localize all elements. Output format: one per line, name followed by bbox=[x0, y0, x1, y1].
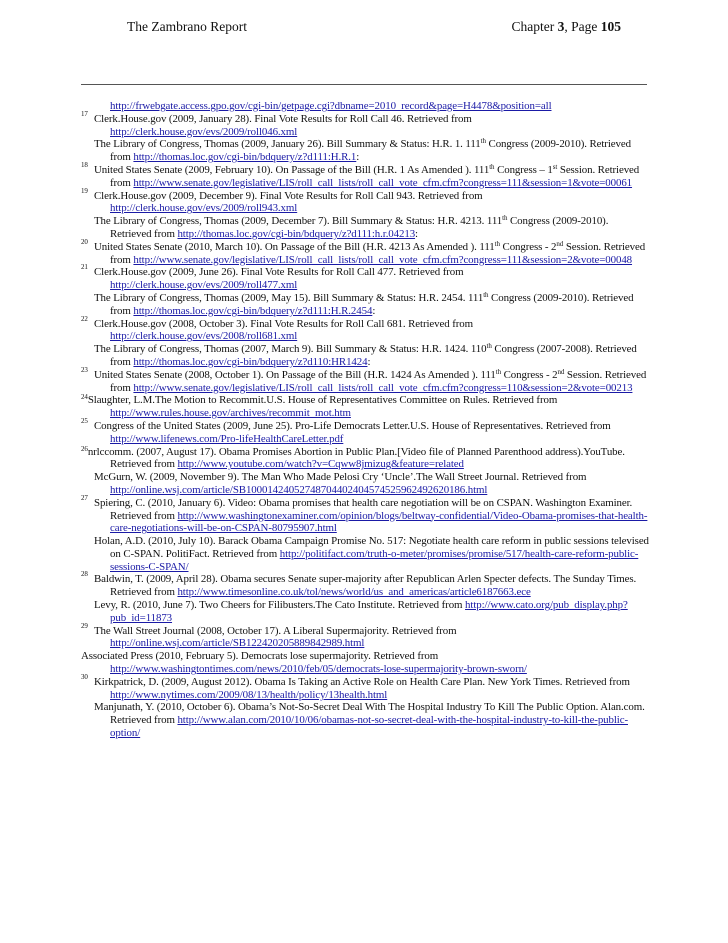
page-prefix: , Page bbox=[564, 19, 601, 34]
ordinal-suffix: th bbox=[486, 342, 492, 351]
header-rule bbox=[81, 84, 647, 85]
ordinal-suffix: nd bbox=[557, 367, 565, 376]
citation-text: Congress (2009-2010). Retrieved from bbox=[110, 291, 634, 317]
citation-text: Clerk.House.gov (2009, June 26). Final Vote Results for Roll Call 477. Retrieved from bbox=[94, 266, 464, 279]
citation-text: The Library of Congress, Thomas (2009, May 15). Bill Summary & Status: H.R. 2454. 111 bbox=[94, 291, 484, 304]
citation-text: Congress – 1 bbox=[494, 163, 553, 176]
footnote-entry bbox=[81, 570, 649, 599]
citation-text: Congress (2007-2008). Retrieved from bbox=[110, 343, 637, 368]
footnote-number: 18 bbox=[81, 160, 88, 169]
reference-link[interactable]: http://clerk.house.gov/evs/2009/roll046.xml bbox=[110, 125, 298, 138]
citation-text: Spiering, C. (2010, January 6). Video: Obama promises that health care negotiation will be on CSPAN. Washington Examiner. Retrieved from bbox=[94, 496, 633, 522]
citation-text: Session. Retrieved from bbox=[110, 163, 640, 189]
ordinal-suffix: th bbox=[494, 239, 500, 248]
reference-entry bbox=[81, 215, 649, 241]
citation-text: : bbox=[415, 227, 418, 240]
footnote-entry bbox=[81, 237, 649, 267]
footnote-entry bbox=[81, 416, 649, 446]
citation-text: The Library of Congress, Thomas (2009, December 7). Bill Summary & Status: H.R. 4213. 111 bbox=[94, 215, 503, 228]
reference-link[interactable]: http://politifact.com/truth-o-meter/promises/promise/517/health-care-reform-public-sessions-C-SPAN/ bbox=[110, 547, 639, 573]
citation-text: Congress - 2 bbox=[501, 368, 558, 381]
footnote-number: 26 bbox=[81, 444, 88, 453]
reference-entry bbox=[81, 650, 649, 676]
reference-entry bbox=[81, 343, 649, 369]
reference-link[interactable]: http://thomas.loc.gov/cgi-bin/bdquery/z?d111:h.r.04213 bbox=[177, 227, 416, 240]
footnote-number: 29 bbox=[81, 621, 88, 630]
reference-link[interactable]: http://www.lifenews.com/Pro-lifeHealthCareLetter.pdf bbox=[110, 432, 344, 445]
reference-link[interactable]: http://www.washingtontimes.com/news/2010/feb/05/democrats-lose-supermajority-brown-sworn/ bbox=[110, 663, 527, 676]
chapter-prefix: Chapter bbox=[511, 19, 558, 34]
report-title: The Zambrano Report bbox=[127, 19, 247, 34]
footnote-entry bbox=[81, 263, 649, 292]
citation-text: : bbox=[367, 355, 371, 368]
footnote-number: 22 bbox=[81, 314, 88, 323]
chapter-page-label bbox=[512, 19, 622, 35]
reference-entry bbox=[81, 701, 649, 739]
citation-text: Baldwin, T. (2009, April 28). Obama secures Senate super-majority after Republican Arlen Specter defects. The Sunday Times. Retrieved from bbox=[94, 573, 637, 599]
citation-text: : bbox=[356, 151, 360, 164]
ordinal-suffix: th bbox=[502, 214, 508, 223]
reference-link[interactable]: http://www.timesonline.co.uk/tol/news/world/us_and_americas/article6187663.ece bbox=[177, 586, 531, 599]
citation-text: Congress - 2 bbox=[499, 240, 557, 253]
reference-entry bbox=[81, 138, 649, 164]
footnote-number: 25 bbox=[81, 416, 88, 425]
reference-link[interactable]: http://www.nytimes.com/2009/08/13/health/policy/13health.html bbox=[110, 688, 388, 701]
footnote-number: 27 bbox=[81, 493, 88, 502]
footnote-entry bbox=[81, 109, 649, 139]
footnote-number: 17 bbox=[81, 109, 88, 118]
reference-list bbox=[81, 100, 649, 740]
citation-text: nrlccomm. (2007, August 17). Obama Promises Abortion in Public Plan.[Video file of Planned Parenthood address).YouTube. Retrieved from bbox=[87, 445, 625, 471]
citation-text: Clerk.House.gov (2009, December 9). Final Vote Results for Roll Call 943. Retrieved from bbox=[94, 189, 483, 202]
citation-text: Clerk.House.gov (2009, January 28). Final Vote Results for Roll Call 46. Retrieved from bbox=[94, 112, 472, 125]
footnote-number: 20 bbox=[81, 237, 88, 246]
footnote-number: 28 bbox=[81, 570, 88, 579]
citation-text: United States Senate (2010, March 10). On Passage of the Bill (H.R. 4213 As Amended ). 111 bbox=[94, 240, 495, 253]
reference-entry bbox=[81, 599, 649, 625]
citation-text: Clerk.House.gov (2008, October 3). Final Vote Results for Roll Call 681. Retrieved from bbox=[94, 317, 473, 330]
reference-link[interactable]: http://thomas.loc.gov/cgi-bin/bdquery/z?d110:HR1424 bbox=[133, 355, 368, 368]
reference-link[interactable]: http://www.youtube.com/watch?v=Cqww8jmizug&feature=related bbox=[177, 458, 464, 471]
footnote-entry bbox=[81, 394, 649, 420]
citation-text: McGurn, W. (2009, November 9). The Man Who Made Pelosi Cry ‘Uncle’.The Wall Street Journal. Retrieved from bbox=[94, 471, 587, 484]
citation-text: The Library of Congress, Thomas (2009, January 26). Bill Summary & Status: H.R. 1. 111 bbox=[94, 138, 481, 151]
citation-text: Manjunath, Y. (2010, October 6). Obama’s Not-So-Secret Deal With The Hospital Industry To Kill The Public Option. Alan.com. Retrieved from bbox=[94, 701, 645, 727]
reference-link[interactable]: http://clerk.house.gov/evs/2008/roll681.xml bbox=[110, 330, 298, 343]
citation-text: Kirkpatrick, D. (2009, August 2012). Obama Is Taking an Active Role on Health Care Plan. New York Times. Retrieved from bbox=[94, 675, 630, 688]
citation-text: Levy, R. (2010, June 7). Two Cheers for Filibusters.The Cato Institute. Retrieved from bbox=[94, 599, 466, 612]
chapter-number: 3 bbox=[557, 19, 565, 34]
citation-text: United States Senate (2009, February 10). On Passage of the Bill (H.R. 1 As Amended ). 111 bbox=[94, 163, 490, 176]
reference-link[interactable]: http://thomas.loc.gov/cgi-bin/bdquery/z?d111:H.R.1 bbox=[133, 151, 357, 164]
footnote-number: 24 bbox=[81, 393, 88, 402]
citation-text: Congress of the United States (2009, June 25). Pro-Life Democrats Letter.U.S. House of Representatives. Retrieved from bbox=[94, 419, 611, 432]
citation-text: Session. Retrieved from bbox=[110, 240, 646, 266]
footnote-entry bbox=[81, 493, 649, 535]
reference-link[interactable]: http://www.cato.org/pub_display.php?pub_id=11873 bbox=[110, 599, 628, 624]
footnote-entry bbox=[81, 314, 649, 344]
reference-link[interactable]: http://www.senate.gov/legislative/LIS/roll_call_lists/roll_call_vote_cfm.cfm?congress=110&session=2&vote=00213 bbox=[133, 381, 633, 394]
citation-text: The Wall Street Journal (2008, October 17). A Liberal Supermajority. Retrieved from bbox=[94, 624, 457, 637]
citation-text: Slaughter, L.M.The Motion to Recommit.U.S. House of Representatives Committee on Rules. Retrieved from bbox=[87, 394, 558, 407]
ordinal-suffix: nd bbox=[556, 239, 564, 248]
footnote-entry bbox=[81, 446, 649, 472]
footnote-entry bbox=[81, 672, 649, 702]
reference-link[interactable]: http://online.wsj.com/article/SB122420205889842989.html bbox=[110, 637, 365, 650]
footnote-entry bbox=[81, 186, 649, 216]
citation-text: : bbox=[372, 304, 376, 317]
citation-text: United States Senate (2008, October 1). On Passage of the Bill (H.R. 1424 As Amended ). 111 bbox=[94, 368, 496, 381]
ordinal-suffix: th bbox=[489, 162, 495, 171]
reference-link[interactable]: http://www.alan.com/2010/10/06/obamas-not-so-secret-deal-with-the-hospital-industry-to-kill-the-public-option/ bbox=[110, 714, 628, 740]
reference-link[interactable]: http://www.senate.gov/legislative/LIS/roll_call_lists/roll_call_vote_cfm.cfm?congress=111&session=2&vote=00048 bbox=[133, 253, 633, 266]
footnote-number: 30 bbox=[81, 672, 88, 681]
reference-link[interactable]: http://www.rules.house.gov/archives/recommit_mot.htm bbox=[110, 407, 351, 420]
footnote-entry bbox=[81, 621, 649, 651]
ordinal-suffix: th bbox=[480, 137, 486, 146]
reference-entry bbox=[81, 535, 649, 573]
ordinal-suffix: th bbox=[483, 290, 489, 299]
footnote-number: 23 bbox=[81, 365, 88, 374]
citation-text: Associated Press (2010, February 5). Democrats lose supermajority. Retrieved from bbox=[81, 650, 439, 663]
reference-entry bbox=[81, 100, 649, 113]
reference-entry bbox=[81, 292, 649, 318]
citation-text: Congress (2009-2010). Retrieved from bbox=[110, 138, 631, 164]
ordinal-suffix: th bbox=[495, 367, 502, 376]
footnote-entry bbox=[81, 365, 649, 395]
reference-link[interactable]: http://frwebgate.access.gpo.gov/cgi-bin/getpage.cgi?dbname=2010_record&page=H4478&position=all bbox=[110, 100, 552, 112]
footnote-number: 21 bbox=[81, 263, 88, 272]
citation-text: Session. Retrieved from bbox=[110, 368, 647, 394]
reference-link[interactable]: http://clerk.house.gov/evs/2009/roll943.xml bbox=[110, 202, 298, 215]
citation-text: Congress (2009-2010). Retrieved from bbox=[110, 215, 609, 240]
reference-link[interactable]: http://clerk.house.gov/evs/2009/roll477.xml bbox=[110, 279, 298, 292]
reference-link[interactable]: http://online.wsj.com/article/SB10001424052748704402404574525962492620186.html bbox=[110, 483, 488, 496]
reference-link[interactable]: http://www.senate.gov/legislative/LIS/roll_call_lists/roll_call_vote_cfm.cfm?congress=111&session=1&vote=00061 bbox=[133, 176, 633, 189]
footnote-entry bbox=[81, 160, 649, 190]
citation-text: Holan, A.D. (2010, July 10). Barack Obama Campaign Promise No. 517: Negotiate health care reform in public sessions televised on C-SPAN. PolitiFact. Retrieved from bbox=[94, 535, 649, 560]
reference-link[interactable]: http://www.washingtonexaminer.com/opinion/blogs/beltway-confidential/Video-Obama-promises-that-health-care-negotiations-will-be-on-CSPAN-80795907.html bbox=[110, 509, 648, 535]
ordinal-suffix: st bbox=[552, 162, 558, 171]
reference-entry bbox=[81, 471, 649, 497]
citation-text: The Library of Congress, Thomas (2007, March 9). Bill Summary & Status: H.R. 1424. 110 bbox=[94, 343, 487, 356]
page-number: 105 bbox=[600, 19, 621, 34]
reference-link[interactable]: http://thomas.loc.gov/cgi-bin/bdquery/z?d111:H.R.2454 bbox=[133, 304, 373, 317]
footnote-number: 19 bbox=[81, 186, 88, 195]
